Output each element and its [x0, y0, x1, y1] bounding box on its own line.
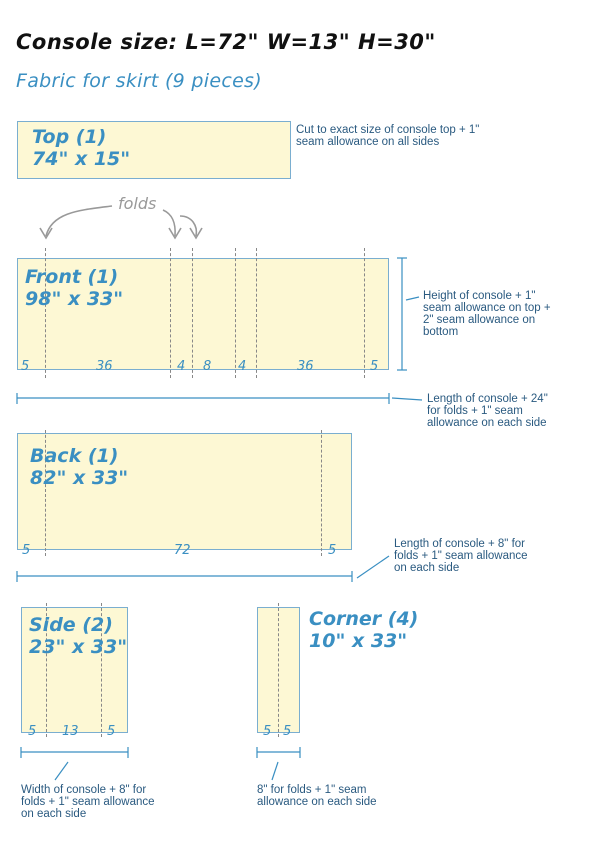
front-height-note: Height of console + 1" seam allowance on top + 2" seam allowance on bottom: [423, 290, 551, 338]
side-piece-name: Side (2): [29, 614, 113, 636]
back-length-leader: [357, 556, 389, 578]
side-piece-size: 23" x 33": [29, 636, 128, 658]
side-segment: 5: [28, 724, 37, 739]
front-length-leader: [392, 398, 422, 400]
back-piece-name: Back (1): [30, 445, 119, 467]
front-segment: 5: [370, 359, 379, 374]
front-segment: 5: [21, 359, 30, 374]
corner-segment: 5: [283, 724, 292, 739]
side-segment: 13: [62, 724, 79, 739]
corner-width-leader: [272, 762, 278, 780]
fold-arrow-left: [46, 206, 112, 236]
back-piece-size: 82" x 33": [30, 467, 129, 489]
front-segment: 4: [177, 359, 186, 374]
fold-arrow-center: [163, 210, 175, 236]
top-piece-size: 74" x 15": [32, 148, 131, 170]
back-segment: 72: [174, 543, 191, 558]
top-piece-name: Top (1): [32, 126, 107, 148]
front-segment: 4: [238, 359, 247, 374]
front-piece-name: Front (1): [25, 266, 119, 288]
corner-segment: 5: [263, 724, 272, 739]
corner-piece-name: Corner (4): [309, 608, 419, 630]
corner-note: 8" for folds + 1" seam allowance on each side: [257, 784, 377, 808]
side-width-leader: [55, 762, 68, 780]
fold-arrows: [40, 206, 202, 238]
side-width-note: Width of console + 8" for folds + 1" seam allowance on each side: [21, 784, 155, 820]
front-height-leader: [406, 297, 419, 300]
folds-annotation: folds: [118, 194, 157, 213]
top-piece-note: Cut to exact size of console top + 1" seam allowance on all sides: [296, 124, 480, 148]
front-length-note: Length of console + 24" for folds + 1" seam allowance on each side: [427, 393, 548, 429]
back-segment: 5: [328, 543, 337, 558]
front-segment: 8: [203, 359, 212, 374]
corner-piece-size: 10" x 33": [309, 630, 408, 652]
side-segment: 5: [107, 724, 116, 739]
page-subtitle: Fabric for skirt (9 pieces): [16, 70, 262, 92]
front-segment: 36: [96, 359, 113, 374]
page-title: Console size: L=72" W=13" H=30": [16, 30, 436, 54]
front-segment: 36: [297, 359, 314, 374]
back-segment: 5: [22, 543, 31, 558]
back-length-note: Length of console + 8" for folds + 1" seam allowance on each side: [394, 538, 528, 574]
front-piece-size: 98" x 33": [25, 288, 124, 310]
